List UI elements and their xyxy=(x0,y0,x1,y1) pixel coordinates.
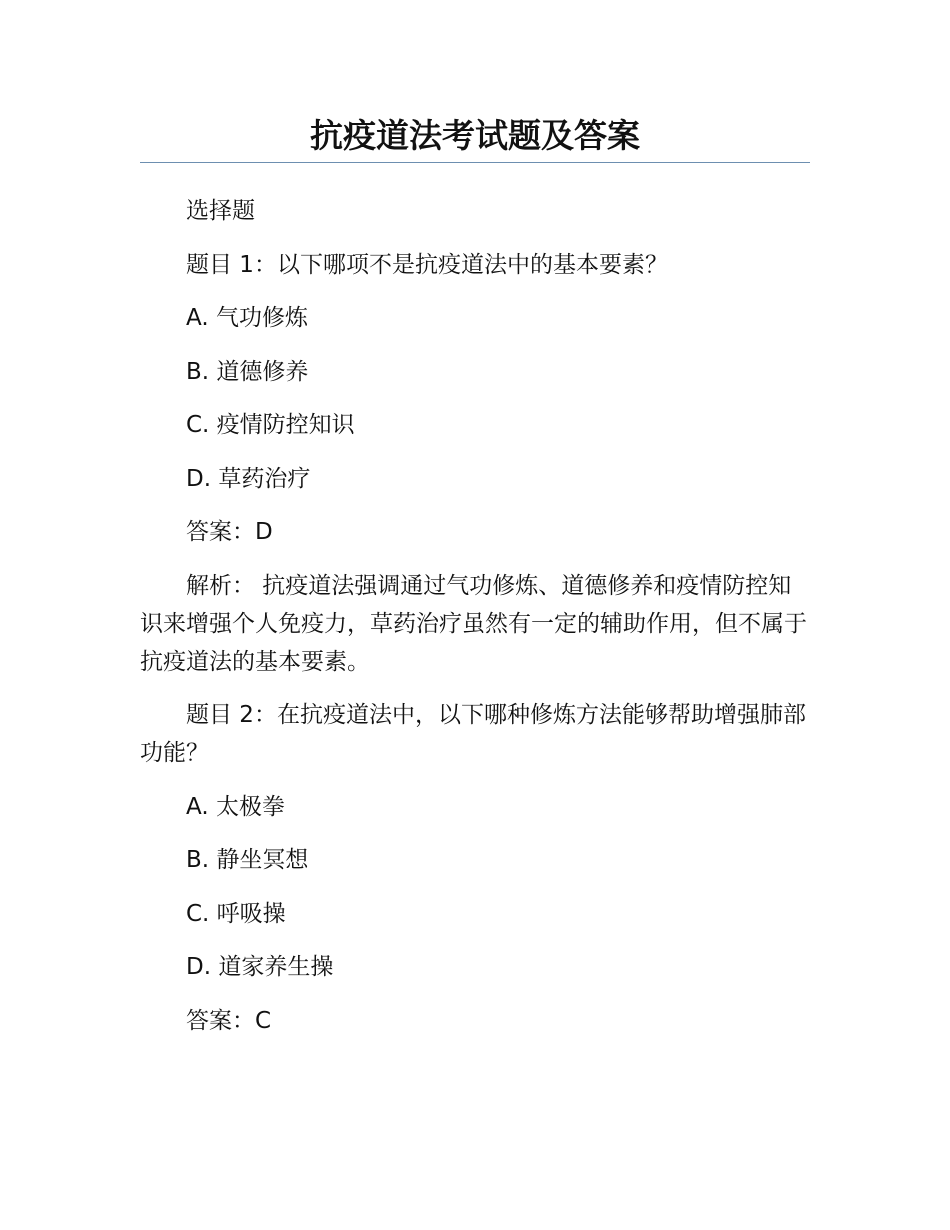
question-2-option-d: D. 道家养生操 xyxy=(186,954,334,980)
question-1-option-b: B. 道德修养 xyxy=(186,358,309,385)
question-1-answer: 答案：D xyxy=(186,519,273,545)
question-2-option-c: C. 呼吸操 xyxy=(186,900,286,927)
question-2-text: 题目 2：在抗疫道法中，以下哪种修炼方法能够帮助增强肺部功能？ xyxy=(140,702,806,766)
question-1-text: 题目 1：以下哪项不是抗疫道法中的基本要素？ xyxy=(186,251,668,278)
question-2-option-a: A. 太极拳 xyxy=(186,793,285,820)
document-title: 抗疫道法考试题及答案 xyxy=(310,116,640,155)
question-2-answer: 答案：C xyxy=(186,1007,272,1034)
question-2-option-b: B. 静坐冥想 xyxy=(186,847,309,873)
document-body xyxy=(140,192,810,1055)
question-1-option-a: A. 气功修炼 xyxy=(186,305,308,331)
question-1-explanation: 解析： 抗疫道法强调通过气功修炼、道德修养和疫情防控知识来增强个人免疫力，草药治疗虽然有一定的辅助作用，但不属于抗疫道法的基本要素。 xyxy=(140,572,807,675)
question-1-option-c: C. 疫情防控知识 xyxy=(186,412,355,438)
title-underline xyxy=(140,162,810,163)
section-heading: 选择题 xyxy=(186,198,255,224)
question-1-option-d: D. 草药治疗 xyxy=(186,465,311,492)
